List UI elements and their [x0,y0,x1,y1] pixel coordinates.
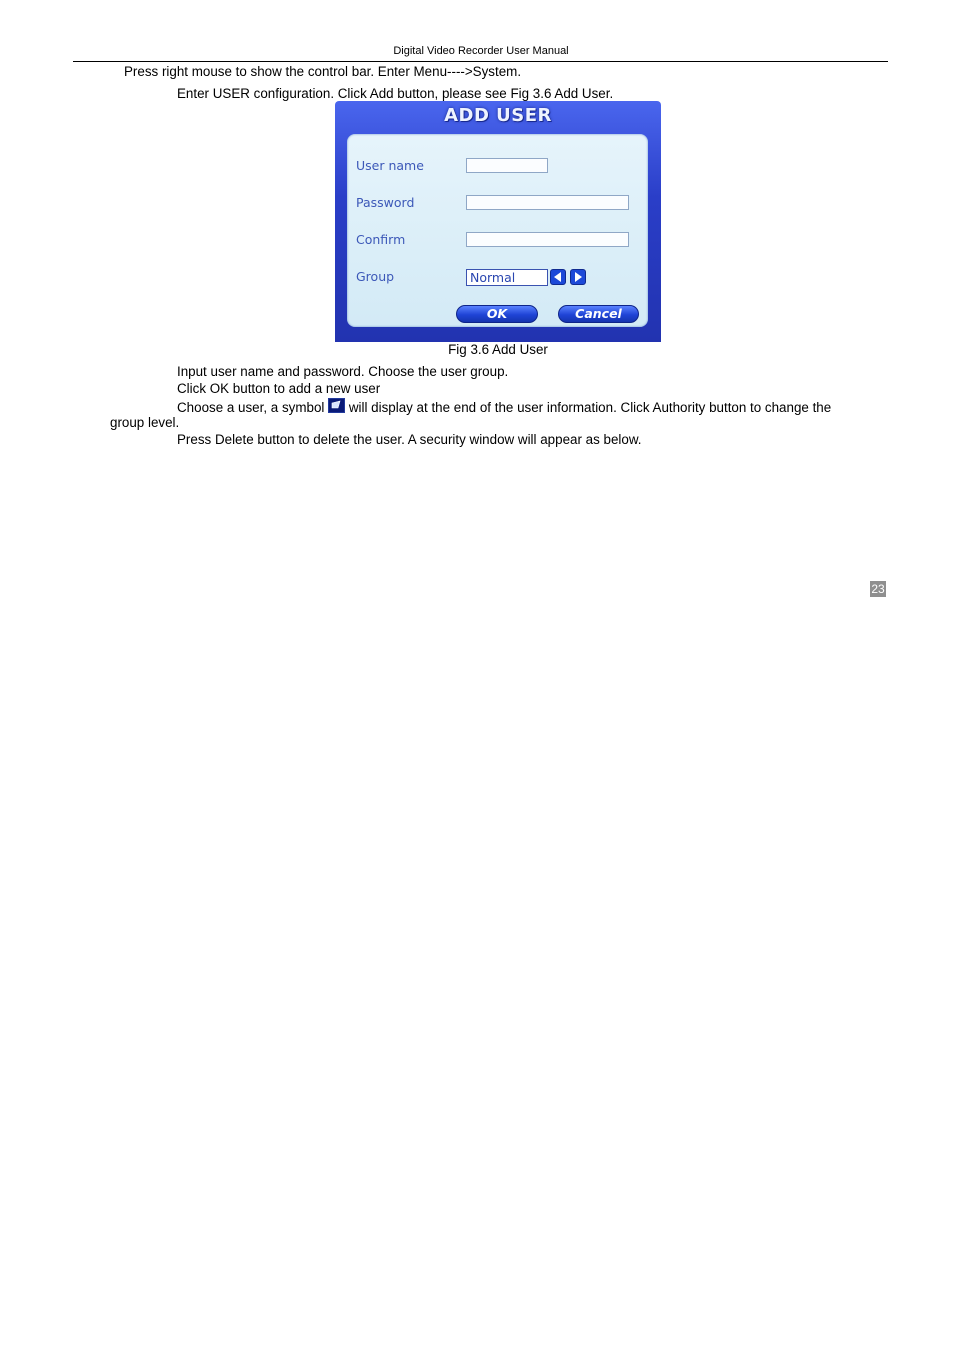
selected-user-symbol-icon [328,398,345,413]
paragraph-4: Click OK button to add a new user [177,381,381,396]
paragraph-6: Press Delete button to delete the user. A security window will appear as below. [177,432,642,447]
group-prev-button[interactable] [550,269,566,285]
username-input[interactable] [466,158,548,173]
group-select[interactable]: Normal [466,269,548,286]
cancel-button[interactable]: Cancel [558,305,639,323]
paragraph-1: Press right mouse to show the control bar. Enter Menu---->System. [124,64,522,79]
confirm-label: Confirm [356,232,406,247]
password-input[interactable] [466,195,629,210]
dialog-title: ADD USER [444,105,552,126]
confirm-input[interactable] [466,232,629,247]
paragraph-5-end: will display at the end of the user information. Click Authority button to change the [348,400,832,415]
username-label: User name [356,158,424,173]
page-number: 23 [871,582,885,596]
password-label: Password [356,195,415,210]
figure-caption: Fig 3.6 Add User [448,342,548,357]
paragraph-5-continued: group level. [110,415,180,430]
group-label: Group [356,269,395,284]
dialog-panel [347,134,648,327]
arrow-left-icon [551,270,565,284]
paragraph-5-start: Choose a user, a symbol [177,400,325,415]
paragraph-5 [177,398,831,416]
paragraph-3: Input user name and password. Choose the user group. [177,364,509,379]
arrow-right-icon [571,270,585,284]
add-user-dialog-figure [335,101,661,342]
header-rule [73,61,888,62]
paragraph-2: Enter USER configuration. Click Add button, please see Fig 3.6 Add User. [177,86,614,101]
ok-button[interactable]: OK [456,305,538,323]
header-title: Digital Video Recorder User Manual [393,45,569,57]
group-next-button[interactable] [570,269,586,285]
